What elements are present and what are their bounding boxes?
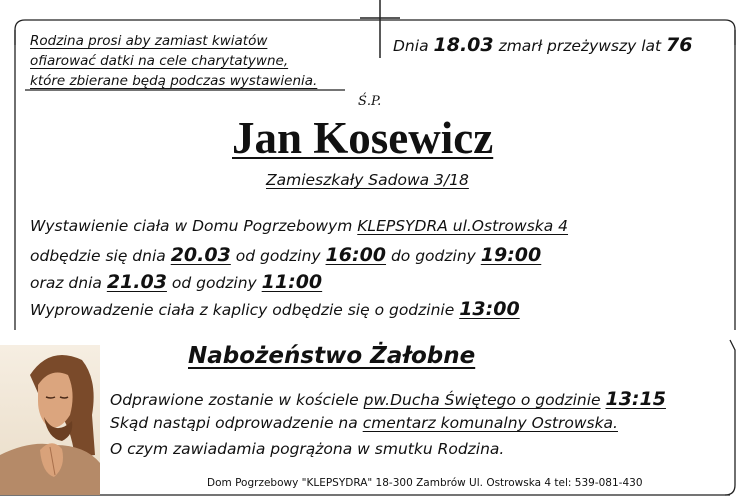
viewing-place: KLEPSYDRA ul.Ostrowska 4 [357, 217, 569, 235]
donation-line-3: które zbierane będą podczas wystawienia. [30, 73, 318, 89]
departure-time: 13:00 [459, 298, 520, 320]
donation-line-1: Rodzina prosi aby zamiast kwiatów [30, 33, 268, 49]
donation-line-2: ofiarować datki na cele charytatywne, [30, 53, 289, 69]
deceased-name: Jan Kosewicz [232, 113, 494, 163]
viewing-time-2: 11:00 [261, 271, 323, 293]
footer-contact: Dom Pogrzebowy "KLEPSYDRA" 18-300 Zambrów Ul. Ostrowska 4 tel: 539-081-430 [207, 477, 643, 489]
viewing-from-label-2: od godziny [171, 274, 257, 292]
death-date: 18.03 [433, 34, 494, 56]
viewing-from-label: od godziny [235, 247, 321, 265]
cemetery-name: cmentarz komunalny Ostrowska. [362, 414, 618, 432]
church-time: 13:15 [605, 388, 666, 410]
age: 76 [666, 34, 693, 56]
church-name: pw.Ducha Świętego o godzinie [363, 391, 601, 409]
viewing-line-2 [30, 244, 541, 266]
viewing-line2-prefix: odbędzie się dnia [30, 247, 166, 265]
service-title: Nabożeństwo Żałobne [188, 343, 476, 369]
viewing-time-from: 16:00 [325, 244, 387, 266]
service-line-2 [110, 414, 618, 432]
viewing-line-3 [30, 271, 322, 293]
departure-text: Wyprowadzenie ciała z kaplicy odbędzie się o godzinie [30, 301, 455, 319]
viewing-to-label: do godziny [390, 247, 476, 265]
family-notice: O czym zawiadamia pogrążona w smutku Rodzina. [110, 440, 505, 458]
death-prefix: Dnia [393, 37, 429, 55]
jesus-praying-icon [0, 345, 100, 495]
viewing-date-1: 20.03 [170, 244, 231, 266]
viewing-prefix: Wystawienie ciała w Domu Pogrzebowym [30, 217, 353, 235]
viewing-line-4 [30, 298, 520, 320]
service-line1-prefix: Odprawione zostanie w kościele [110, 391, 359, 409]
service-line-1 [110, 388, 666, 410]
viewing-line-1 [30, 217, 568, 235]
sp-label: Ś.P. [358, 94, 382, 109]
viewing-time-to: 19:00 [480, 244, 542, 266]
death-mid: zmarł przeżywszy lat [498, 37, 662, 55]
viewing-date-2: 21.03 [106, 271, 167, 293]
viewing-line3-prefix: oraz dnia [30, 274, 102, 292]
death-info [393, 34, 693, 56]
address: Zamieszkały Sadowa 3/18 [266, 171, 469, 189]
service-line2-prefix: Skąd nastąpi odprowadzenie na [110, 414, 358, 432]
